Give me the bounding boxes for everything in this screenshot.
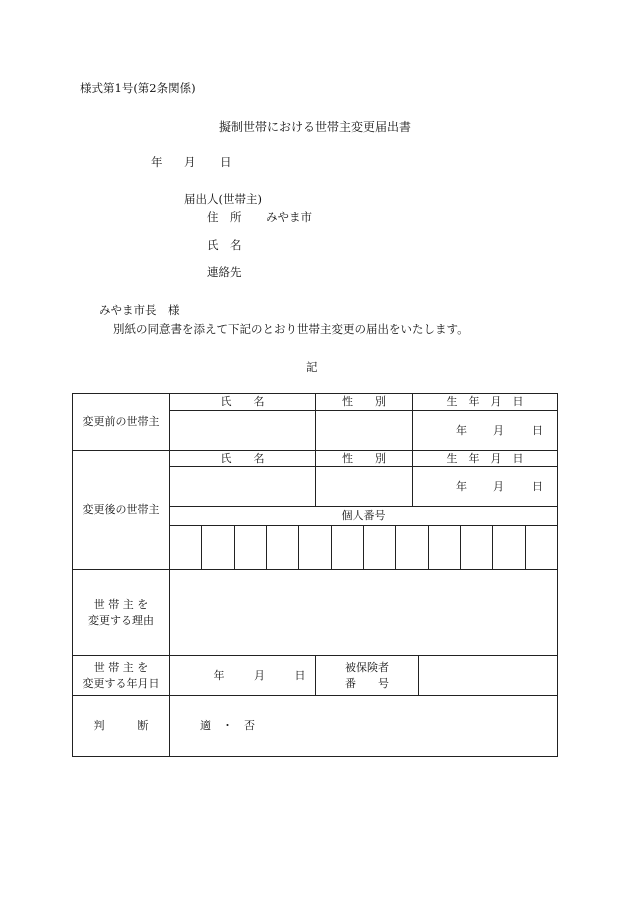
digit-box[interactable] <box>364 526 396 569</box>
before-birth-day: 日 <box>532 423 543 437</box>
change-date-field[interactable] <box>170 656 316 696</box>
intro-text: 別紙の同意書を添えて下記のとおり世帯主変更の届出をいたします。 <box>113 322 469 336</box>
digit-box[interactable] <box>429 526 461 569</box>
reason-label-line2: 変更する理由 <box>88 614 154 627</box>
judgment-label: 判 断 <box>73 696 170 757</box>
date-month: 月 <box>184 155 196 169</box>
form-number: 様式第1号(第2条関係) <box>80 81 196 95</box>
change-date-label <box>73 656 170 696</box>
digit-box[interactable] <box>235 526 267 569</box>
after-birth-field[interactable] <box>413 467 558 507</box>
after-name-field[interactable] <box>170 467 316 507</box>
insured-number-label <box>316 656 419 696</box>
before-name-field[interactable] <box>170 411 316 451</box>
digit-box[interactable] <box>170 526 202 569</box>
after-birth-day: 日 <box>532 479 543 493</box>
digit-box[interactable] <box>461 526 493 569</box>
change-date-month: 月 <box>254 668 265 682</box>
digit-box[interactable] <box>526 526 557 569</box>
reason-label-line1: 世 帯 主 を <box>93 597 149 611</box>
address-label: 住 所 <box>207 210 242 224</box>
change-form-table <box>72 393 558 757</box>
before-sex-field[interactable] <box>316 411 413 451</box>
after-birth-month: 月 <box>493 479 504 493</box>
insured-label-line2: 番 号 <box>345 676 389 690</box>
judgment-value: 適 ・ 否 <box>200 719 255 733</box>
individual-number-field[interactable] <box>170 526 558 570</box>
address-value: みやま市 <box>266 210 312 224</box>
digit-box[interactable] <box>267 526 299 569</box>
before-label: 変更前の世帯主 <box>73 394 170 451</box>
before-birth-field[interactable] <box>413 411 558 451</box>
date-day: 日 <box>220 155 232 169</box>
digit-box[interactable] <box>493 526 525 569</box>
ki-marker: 記 <box>306 360 318 374</box>
after-label: 変更後の世帯主 <box>73 451 170 570</box>
insured-label-line1: 被保険者 <box>345 661 389 675</box>
after-birth-year: 年 <box>456 479 467 493</box>
after-birth-header: 生 年 月 日 <box>413 451 558 467</box>
digit-box[interactable] <box>202 526 234 569</box>
change-date-label-line1: 世 帯 主 を <box>93 661 149 675</box>
date-year: 年 <box>151 155 163 169</box>
after-sex-field[interactable] <box>316 467 413 507</box>
before-birth-month: 月 <box>493 423 504 437</box>
change-date-label-line2: 変更する年月日 <box>82 676 160 690</box>
individual-number-header: 個人番号 <box>170 507 558 526</box>
before-birth-header: 生 年 月 日 <box>413 394 558 411</box>
applicant-heading: 届出人(世帯主) <box>184 192 262 206</box>
before-birth-year: 年 <box>456 423 467 437</box>
reason-field[interactable] <box>170 570 558 656</box>
judgment-field[interactable] <box>170 696 558 757</box>
name-label: 氏 名 <box>207 238 242 252</box>
reason-label <box>73 570 170 656</box>
insured-number-field[interactable] <box>419 656 558 696</box>
before-sex-header: 性 別 <box>316 394 413 411</box>
before-name-header: 氏 名 <box>170 394 316 411</box>
digit-box[interactable] <box>332 526 364 569</box>
digit-box[interactable] <box>299 526 331 569</box>
after-name-header: 氏 名 <box>170 451 316 467</box>
change-date-year: 年 <box>213 668 225 682</box>
change-date-day: 日 <box>294 668 306 682</box>
document-title: 擬制世帯における世帯主変更届出書 <box>219 120 412 134</box>
after-sex-header: 性 別 <box>316 451 413 467</box>
contact-label: 連絡先 <box>207 265 242 279</box>
addressee: みやま市長 様 <box>99 303 180 317</box>
digit-box[interactable] <box>396 526 428 569</box>
